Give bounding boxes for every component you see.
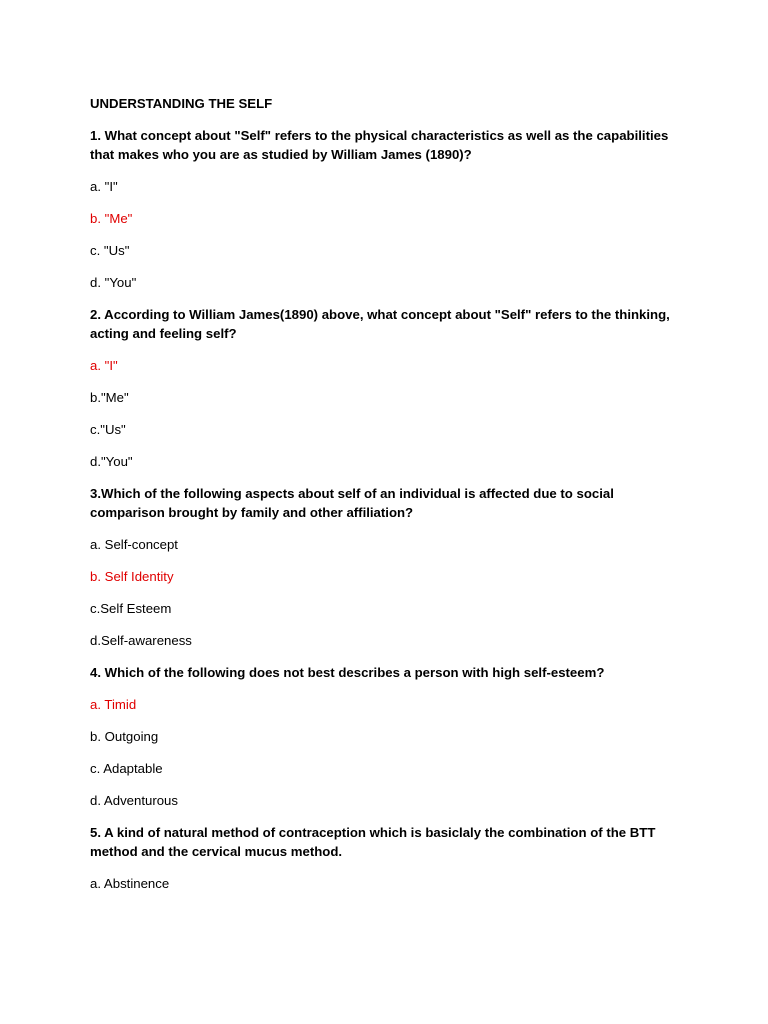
question-text: 1. What concept about "Self" refers to the physical characteristics as well as the capabilities that makes who you are as studied by William James (1890)? (90, 128, 669, 162)
option-a-correct-answer: a. "I" (90, 358, 118, 373)
question-3 (90, 484, 690, 650)
option-c: c. "Us" (90, 243, 130, 258)
option-b: b."Me" (90, 390, 129, 405)
option-b: b. Outgoing (90, 729, 159, 744)
option-c: c."Us" (90, 422, 126, 437)
option-d: d. "You" (90, 275, 137, 290)
question-4 (90, 663, 690, 810)
option-b-correct-answer: b. Self Identity (90, 569, 174, 584)
question-text: 4. Which of the following does not best describes a person with high self-esteem? (90, 665, 605, 680)
question-text: 5. A kind of natural method of contraception which is basiclaly the combination of the BTT method and the cervical mucus method. (90, 825, 656, 859)
option-a: a. Self-concept (90, 537, 178, 552)
option-c: c.Self Esteem (90, 601, 172, 616)
question-text: 2. According to William James(1890) above, what concept about "Self" refers to the thinking, acting and feeling self? (90, 307, 670, 341)
option-c: c. Adaptable (90, 761, 163, 776)
document-page (90, 94, 690, 906)
question-text: 3.Which of the following aspects about self of an individual is affected due to social comparison brought by family and other affiliation? (90, 486, 614, 520)
option-d: d.Self-awareness (90, 633, 192, 648)
option-a: a. Abstinence (90, 876, 170, 891)
question-5 (90, 823, 690, 893)
question-2 (90, 305, 690, 471)
option-a: a. "I" (90, 179, 118, 194)
option-a-correct-answer: a. Timid (90, 697, 137, 712)
option-b-correct-answer: b. "Me" (90, 211, 133, 226)
document-title: UNDERSTANDING THE SELF (90, 96, 273, 111)
option-d: d."You" (90, 454, 133, 469)
question-1 (90, 126, 690, 292)
option-d: d. Adventurous (90, 793, 178, 808)
